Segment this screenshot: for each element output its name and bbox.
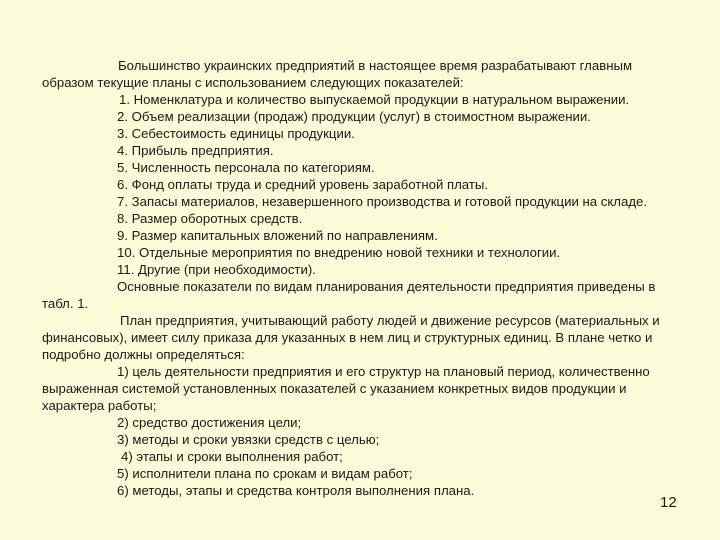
indicator-item: 4. Прибыль предприятия. — [117, 143, 274, 158]
plan-item-6: 6) методы, этапы и средства контроля выполнения плана. — [117, 483, 475, 498]
indicator-item: 10. Отдельные мероприятия по внедрению новой техники и технологии. — [117, 245, 561, 260]
indicator-item: 2. Объем реализации (продаж) продукции (услуг) в стоимостном выражении. — [117, 109, 591, 124]
indicator-item: 1. Номенклатура и количество выпускаемой продукции в натуральном выражении. — [119, 92, 630, 107]
indicator-item: 3. Себестоимость единицы продукции. — [117, 126, 355, 141]
indicator-item: 11. Другие (при необходимости). — [117, 262, 316, 277]
indicator-item: 9. Размер капитальных вложений по направлениям. — [117, 228, 438, 243]
main-indicators-line-2: табл. 1. — [42, 296, 89, 311]
plan-item-3: 3) методы и сроки увязки средств с целью; — [117, 432, 380, 447]
plan-para-line-1: План предприятия, учитывающий работу людей и движение ресурсов (материальных и — [120, 313, 660, 328]
main-indicators-line-1: Основные показатели по видам планирования деятельности предприятия приведены в — [117, 279, 656, 294]
plan-item-2: 2) средство достижения цели; — [117, 415, 302, 430]
indicator-item: 8. Размер оборотных средств. — [117, 211, 303, 226]
indicator-item: 7. Запасы материалов, незавершенного производства и готовой продукции на складе. — [117, 194, 648, 209]
plan-para-line-3: подробно должны определяться: — [42, 347, 245, 362]
page-number: 12 — [660, 494, 677, 511]
plan-item-4: 4) этапы и сроки выполнения работ; — [121, 449, 343, 464]
intro-line-2: образом текущие планы с использованием следующих показателей: — [42, 75, 464, 90]
plan-item-1-line-3: характера работы; — [42, 398, 157, 413]
plan-para-line-2: финансовых), имеет силу приказа для указанных в нем лиц и структурных единиц. В плане четко и — [42, 330, 653, 345]
indicator-item: 6. Фонд оплаты труда и средний уровень заработной платы. — [117, 177, 489, 192]
indicator-item: 5. Численность персонала по категориям. — [117, 160, 375, 175]
intro-line-1: Большинство украинских предприятий в настоящее время разрабатывают главным — [118, 58, 633, 73]
plan-item-5: 5) исполнители плана по срокам и видам работ; — [117, 466, 413, 481]
plan-item-1-line-1: 1) цель деятельности предприятия и его структур на плановый период, количественно — [117, 364, 650, 379]
plan-item-1-line-2: выраженная системой установленных показателей с указанием конкретных видов продукции и — [42, 381, 627, 396]
